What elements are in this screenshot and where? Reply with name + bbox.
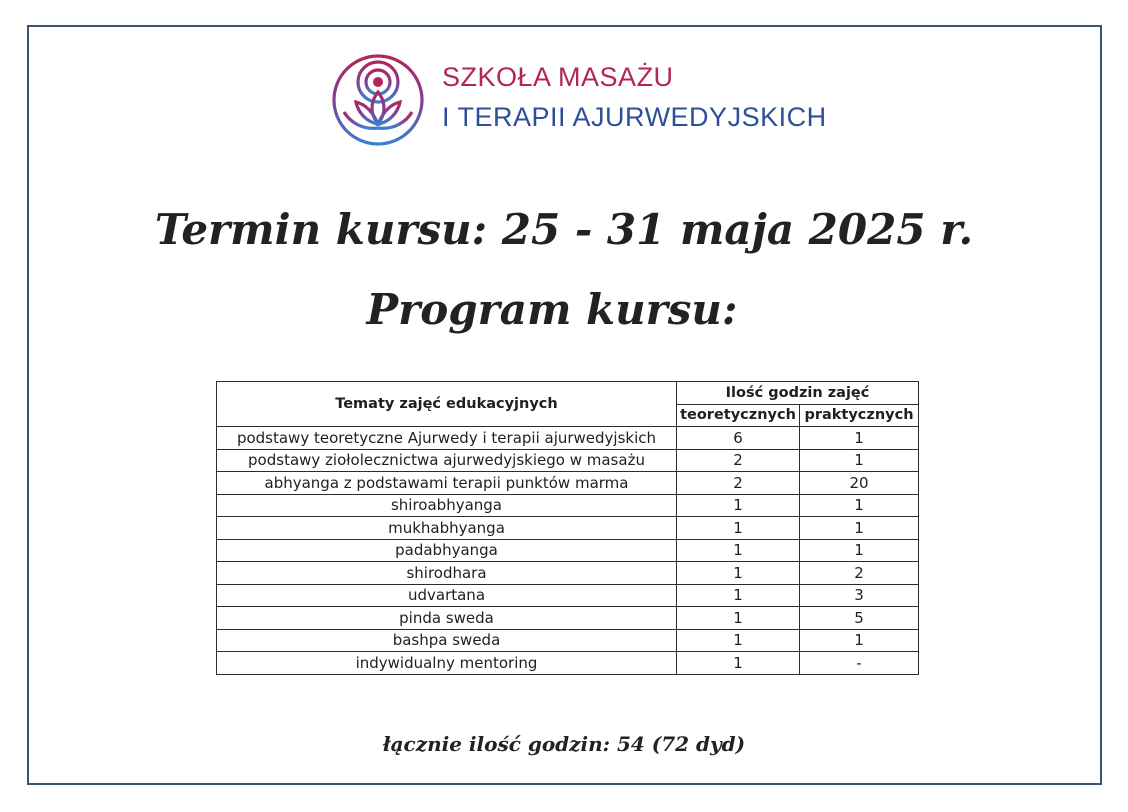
table-row: [217, 449, 919, 472]
theory-hours-cell: 2: [677, 472, 800, 495]
practice-hours-cell: 1: [800, 517, 919, 540]
course-date-heading: Termin kursu: 25 - 31 maja 2025 r.: [154, 205, 974, 254]
table-row: [217, 652, 919, 675]
header-theory: teoretycznych: [677, 404, 800, 427]
lotus-logo-icon: [330, 52, 426, 148]
topic-cell: padabhyanga: [217, 539, 677, 562]
topic-cell: podstawy teoretyczne Ajurwedy i terapii ajurwedyjskich: [217, 427, 677, 450]
practice-hours-cell: 1: [800, 539, 919, 562]
school-logo: [330, 52, 870, 150]
topic-cell: shiroabhyanga: [217, 494, 677, 517]
practice-hours-cell: 1: [800, 494, 919, 517]
logo-text-line2: I TERAPII AJURWEDYJSKICH: [442, 102, 827, 132]
topic-cell: bashpa sweda: [217, 629, 677, 652]
table-row: [217, 517, 919, 540]
table-row: [217, 562, 919, 585]
practice-hours-cell: 2: [800, 562, 919, 585]
header-hours: Ilość godzin zajęć: [677, 382, 919, 405]
theory-hours-cell: 1: [677, 517, 800, 540]
topic-cell: pinda sweda: [217, 607, 677, 630]
practice-hours-cell: -: [800, 652, 919, 675]
header-topics: Tematy zajęć edukacyjnych: [217, 382, 677, 427]
practice-hours-cell: 5: [800, 607, 919, 630]
table-row: [217, 584, 919, 607]
table-row: [217, 629, 919, 652]
table-row: [217, 427, 919, 450]
theory-hours-cell: 2: [677, 449, 800, 472]
practice-hours-cell: 1: [800, 427, 919, 450]
table-header-row: [217, 382, 919, 405]
logo-text-line1: SZKOŁA MASAŻU: [442, 62, 674, 92]
practice-hours-cell: 1: [800, 629, 919, 652]
program-table: [216, 381, 919, 675]
theory-hours-cell: 1: [677, 607, 800, 630]
program-heading: Program kursu:: [366, 285, 738, 334]
table-row: [217, 494, 919, 517]
topic-cell: podstawy ziołolecznictwa ajurwedyjskiego w masażu: [217, 449, 677, 472]
topic-cell: abhyanga z podstawami terapii punktów marma: [217, 472, 677, 495]
table-row: [217, 607, 919, 630]
total-hours-text: łącznie ilość godzin: 54 (72 dyd): [382, 732, 746, 756]
practice-hours-cell: 20: [800, 472, 919, 495]
theory-hours-cell: 1: [677, 629, 800, 652]
table-row: [217, 472, 919, 495]
topic-cell: indywidualny mentoring: [217, 652, 677, 675]
theory-hours-cell: 1: [677, 584, 800, 607]
practice-hours-cell: 3: [800, 584, 919, 607]
theory-hours-cell: 1: [677, 494, 800, 517]
theory-hours-cell: 1: [677, 562, 800, 585]
theory-hours-cell: 1: [677, 539, 800, 562]
practice-hours-cell: 1: [800, 449, 919, 472]
header-practice: praktycznych: [800, 404, 919, 427]
theory-hours-cell: 6: [677, 427, 800, 450]
topic-cell: udvartana: [217, 584, 677, 607]
table-row: [217, 539, 919, 562]
theory-hours-cell: 1: [677, 652, 800, 675]
topic-cell: mukhabhyanga: [217, 517, 677, 540]
topic-cell: shirodhara: [217, 562, 677, 585]
